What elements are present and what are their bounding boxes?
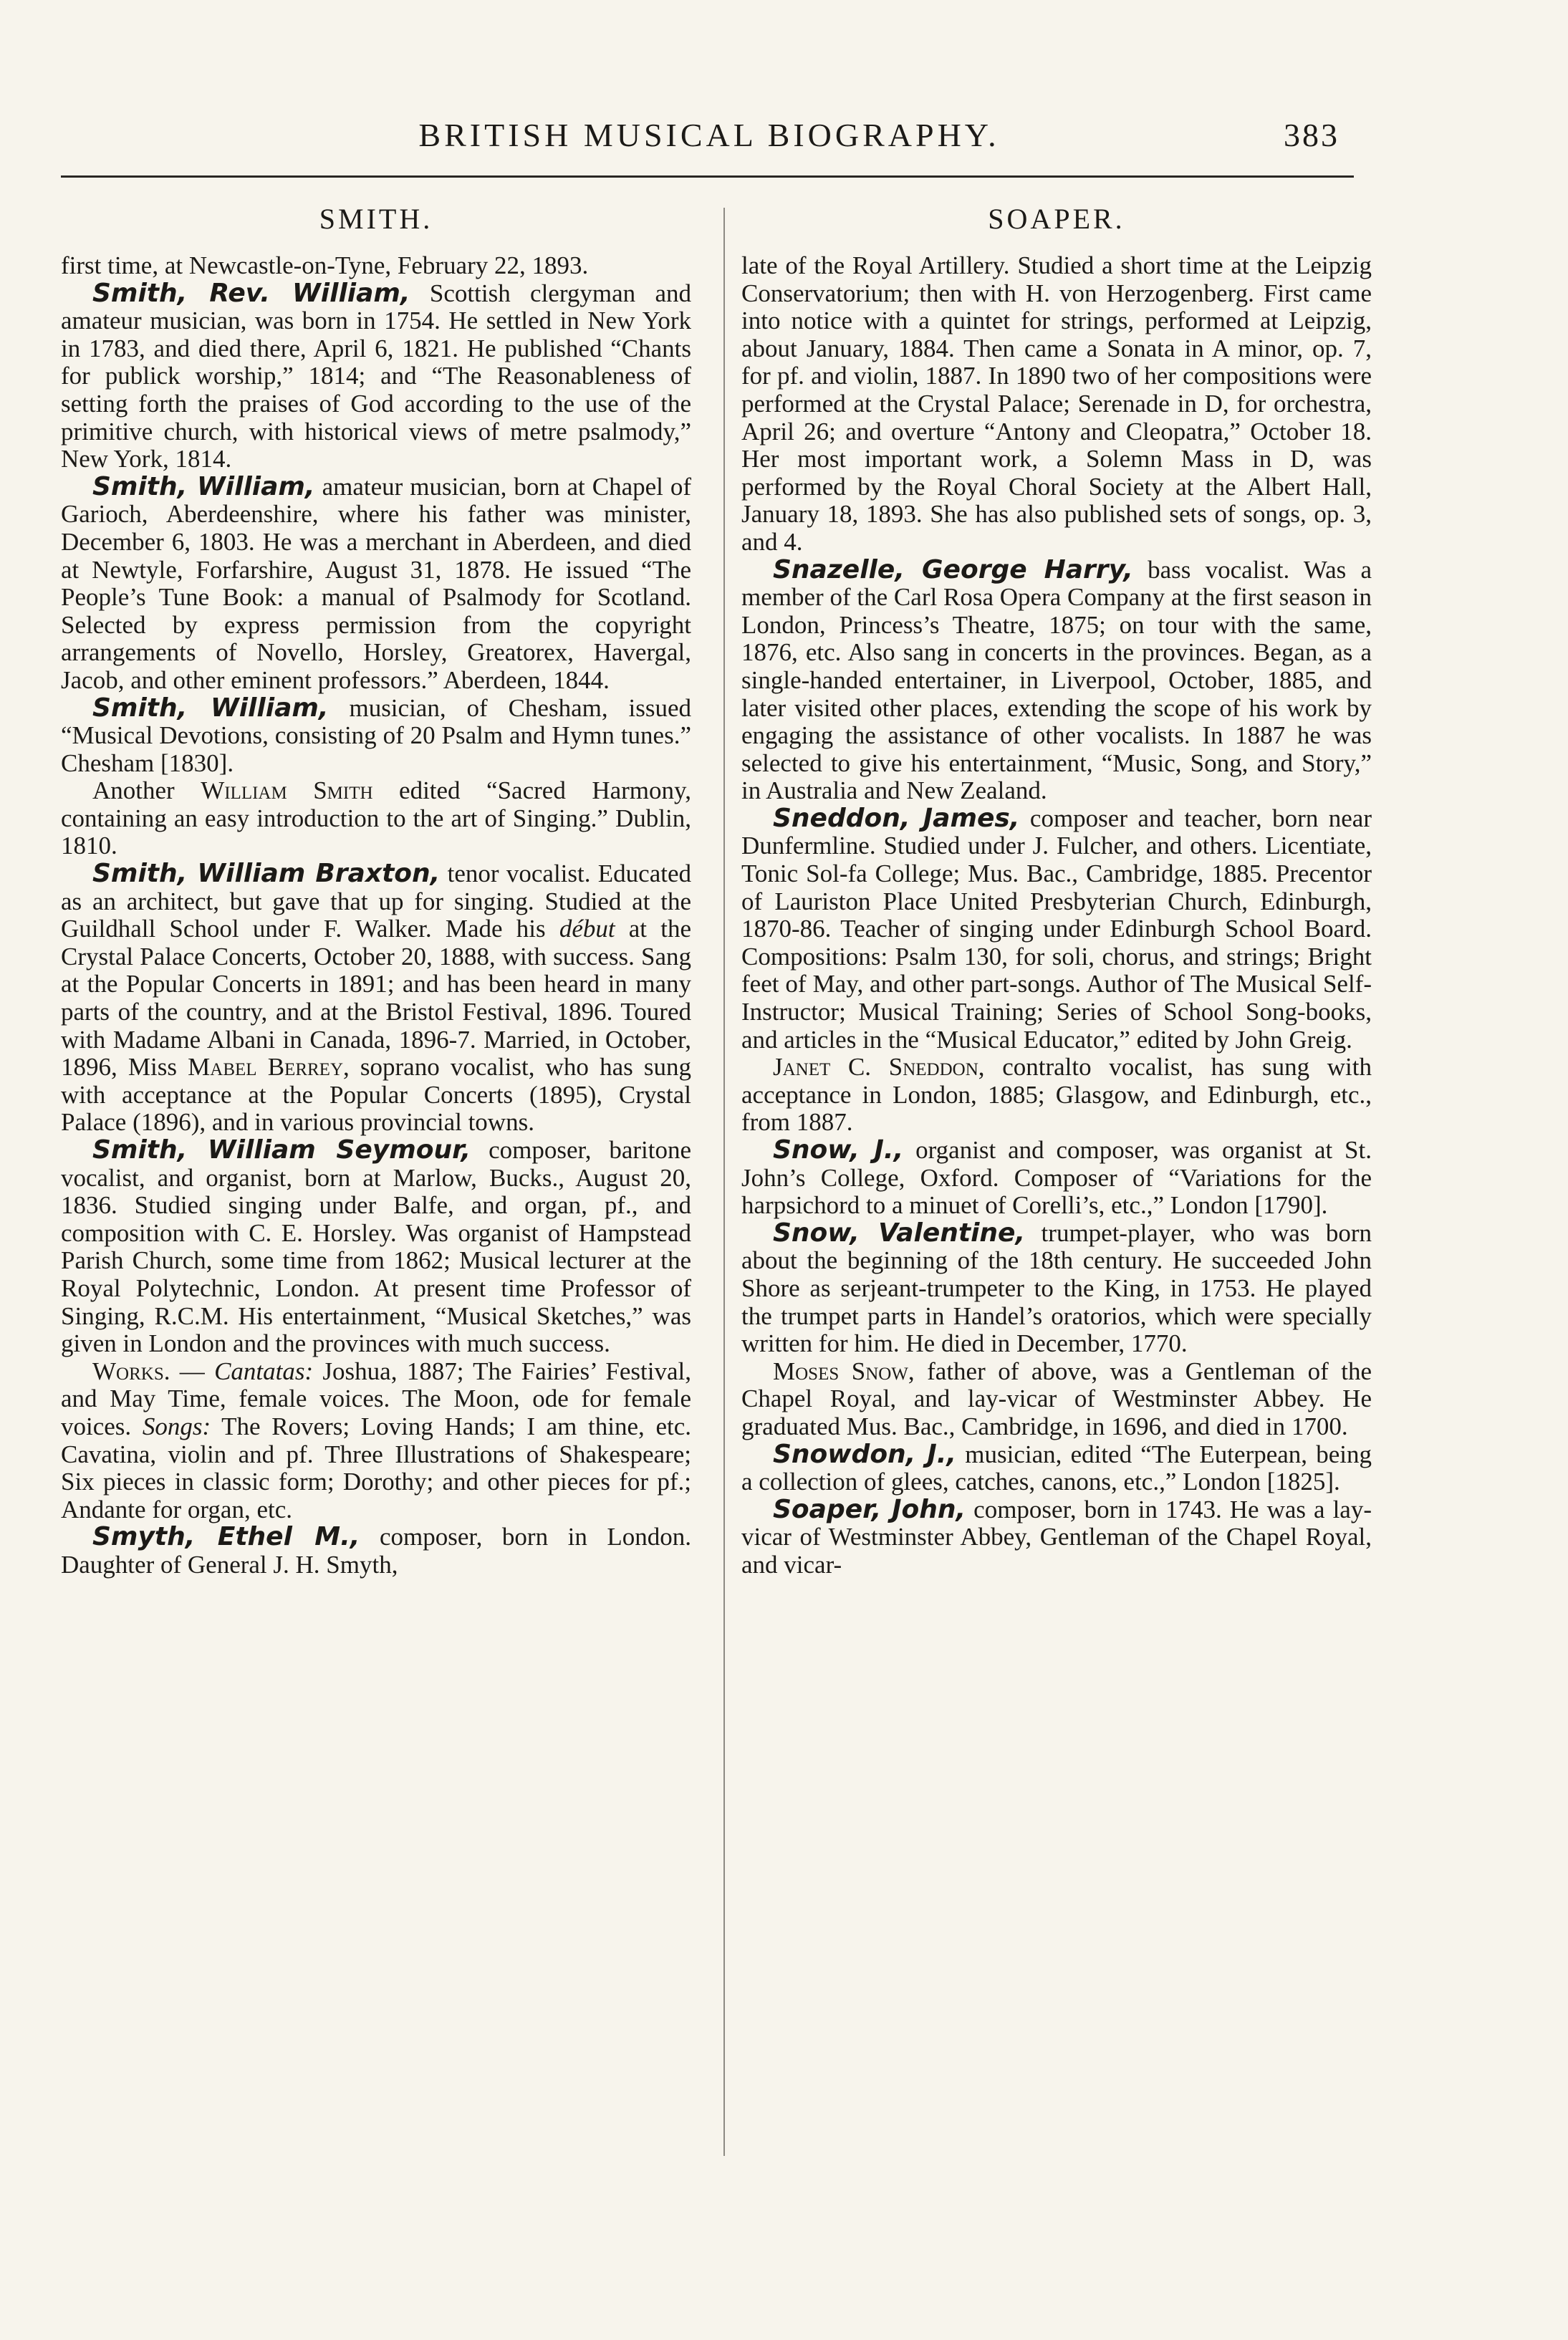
headword: Snazelle, George Harry,	[773, 554, 1133, 584]
running-head	[64, 107, 1354, 165]
entry-snowdon: Snowdon, J., musician, edited “The Euterpean, being a collection of glees, catches, canons, etc.,” London [1825].	[741, 1439, 1372, 1496]
headword: Smith, William,	[92, 693, 329, 723]
column-divider	[723, 208, 725, 2156]
header-rule	[61, 175, 1354, 178]
entry-snow-valentine: Snow, Valentine, trumpet-player, who was born about the beginning of the 18th century. He succeeded John Shore as serjeant-trumpeter to the King, in 1753. He played the trumpet parts in Handel’s oratorios, which were specially written for him. He died in December, 1770.	[741, 1218, 1372, 1358]
entry-snow-j: Snow, J., organist and composer, was organist at St. John’s College, Oxford. Composer of “Variations for the harpsichord to a minuet of Corelli’s, etc.,” London [1790].	[741, 1135, 1372, 1220]
entry-smith-william-aberdeen: Smith, William, amateur musician, born at Chapel of Garioch, Aberdeenshire, where his father was minister, December 6, 1803. He was a merchant in Aberdeen, and died at Newtyle, Forfarshire, August 31, 1878. He issued “The People’s Tune Book: a manual of Psalmody for Scotland. Selected by express permission from the copyright arrangements of Novello, Horsley, Greatorex, Havergal, Jacob, and other eminent professors.” Aberdeen, 1844.	[61, 471, 692, 694]
entry-smith-rev-william: Smith, Rev. William, Scottish clergyman and amateur musician, was born in 1754. He settled in New York in 1783, and died there, April 6, 1821. He published “Chants for publick worship,” 1814; and “The Reasonableness of setting forth the praises of God according to the use of the primitive church, with historical views of metre psalmody,” New York, 1814.	[61, 278, 691, 473]
headword: Snowdon, J.,	[773, 1439, 957, 1469]
left-column	[61, 252, 691, 1579]
headword: Snow, J.,	[773, 1135, 904, 1165]
entry-soaper-john: Soaper, John, composer, born in 1743. He was a lay-vicar of Westminster Abbey, Gentleman of the Chapel Royal, and vicar-	[741, 1494, 1372, 1579]
headword: Soaper, John,	[773, 1494, 966, 1524]
left-running-head: SMITH.	[319, 203, 433, 235]
headword: Sneddon, James,	[773, 803, 1020, 833]
page-number: 383	[1284, 117, 1339, 153]
entry-moses-snow: Moses Snow, father of above, was a Gentleman of the Chapel Royal, and lay-vicar of Westminster Abbey. He graduated Mus. Bac., Cambridge, in 1696, and died in 1700.	[741, 1357, 1372, 1440]
entry-smith-william-chesham: Smith, William, musician, of Chesham, issued “Musical Devotions, consisting of 20 Psalm and Hymn tunes.” Chesham [1830].	[61, 693, 691, 777]
entry-smith-william-seymour: Smith, William Seymour, composer, baritone vocalist, and organist, born at Marlow, Bucks., August 20, 1836. Studied singing under Balfe, and organ, pf., and composition with C. E. Horsley. Was organist of Hampstead Parish Church, some time from 1862; Musical lecturer at the Royal Polytechnic, London. At present time Professor of Singing, R.C.M. His entertainment, “Musical Sketches,” was given in London and the provinces with much success.	[61, 1135, 691, 1358]
headword: Smith, William Braxton,	[92, 859, 441, 889]
right-column	[741, 252, 1372, 1579]
book-title: BRITISH MUSICAL BIOGRAPHY.	[418, 117, 1000, 153]
entry-another-william-smith: Another William Smith edited “Sacred Harmony, containing an easy introduction to the art of Singing.” Dublin, 1810.	[61, 776, 691, 860]
entry-snazelle: Snazelle, George Harry, bass vocalist. Was a member of the Carl Rosa Opera Company at the first season in London, Princess’s Theatre, 1875; on tour with the same, 1876, etc. Also sang in concerts in the provinces. Began, as a single-handed entertainer, in Liverpool, October, 1885, and later visited other places, extending the scope of his work by engaging the assistance of other vocalists. In 1887 he was selected to give his entertainment, “Music, Song, and Story,” in Australia and New Zealand.	[741, 554, 1372, 805]
headword: Smith, William,	[92, 471, 315, 501]
headword: Smith, Rev. William,	[92, 278, 410, 308]
works-list: Works. — Cantatas: Joshua, 1887; The Fairies’ Festival, and May Time, female voices. The Moon, ode for female voices. Songs: The Rovers; Loving Hands; I am thine, etc. Cavatina, violin and pf. Three Illustrations of Shakespeare; Six pieces in classic form; Dorothy; and other pieces for pf.; Andante for organ, etc.	[61, 1357, 691, 1523]
headword: Smyth, Ethel M.,	[92, 1522, 360, 1552]
entry-sneddon-james: Sneddon, James, composer and teacher, born near Dunfermline. Studied under J. Fulcher, and others. Licentiate, Tonic Sol-fa College; Mus. Bac., Cambridge, 1885. Precentor of Lauriston Place United Presbyterian Church, Edinburgh, 1870-86. Teacher of singing under Edinburgh School Board. Compositions: Psalm 130, for soli, chorus, and strings; Bright feet of May, and other part-songs. Author of The Musical Self-Instructor; Musical Training; Series of School Song-books, and articles in the “Musical Educator,” edited by John Greig.	[741, 803, 1372, 1054]
entry-continuation: late of the Royal Artillery. Studied a short time at the Leipzig Conservatorium; then with H. von Herzogenberg. First came into notice with a quintet for strings, performed at Leipzig, about January, 1884. Then came a Sonata in A minor, op. 7, for pf. and violin, 1887. In 1890 two of her compositions were performed at the Crystal Palace; Serenade in D, for orchestra, April 26; and overture “Antony and Cleopatra,” October 18. Her most important work, a Solemn Mass in D, was performed by the Royal Choral Society at the Albert Hall, January 18, 1893. She has also published sets of songs, op. 3, and 4.	[741, 251, 1372, 556]
headword: Smith, William Seymour,	[92, 1135, 471, 1165]
entry-janet-sneddon: Janet C. Sneddon, contralto vocalist, has sung with acceptance in London, 1885; Glasgow, and Edinburgh, etc., from 1887.	[741, 1053, 1372, 1137]
entry-continuation: first time, at Newcastle-on-Tyne, February 22, 1893.	[61, 251, 589, 279]
headword: Snow, Valentine,	[773, 1218, 1026, 1248]
entry-smith-william-braxton: Smith, William Braxton, tenor vocalist. Educated as an architect, but gave that up for singing. Studied at the Guildhall School under F. Walker. Made his début at the Crystal Palace Concerts, October 20, 1888, with success. Sang at the Popular Concerts in 1891; and has been heard in many parts of the country, and at the Bristol Festival, 1896. Toured with Madame Albani in Canada, 1896-7. Married, in October, 1896, Miss Mabel Berrey, soprano vocalist, who has sung with acceptance at the Popular Concerts (1895), Crystal Palace (1896), and in various provincial towns.	[61, 859, 692, 1137]
right-running-head: SOAPER.	[988, 203, 1125, 235]
entry-smyth-ethel: Smyth, Ethel M., composer, born in London. Daughter of General J. H. Smyth,	[61, 1522, 691, 1579]
